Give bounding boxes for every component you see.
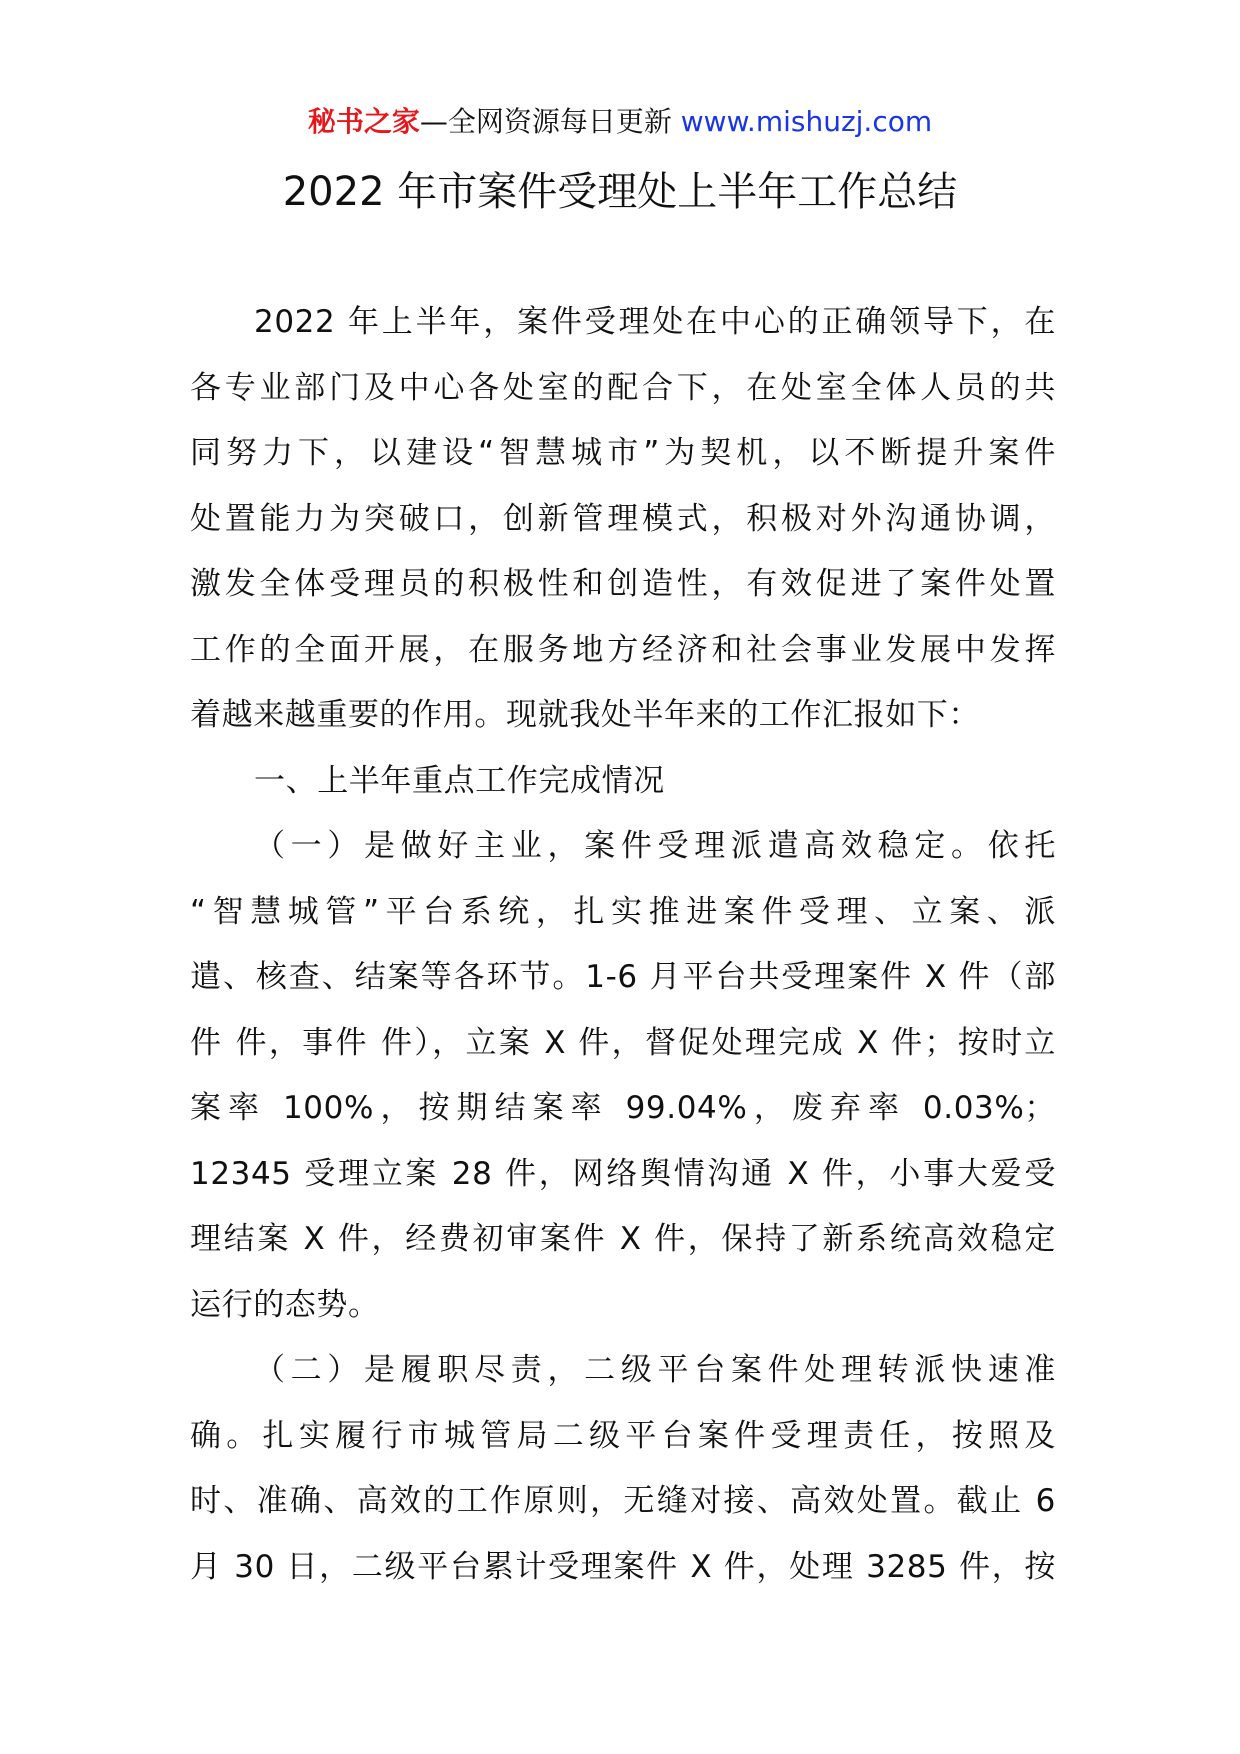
paragraph-intro	[190, 290, 1056, 749]
text-line: 处置能力为突破口，创新管理模式，积极对外沟通协调，	[190, 500, 1056, 537]
text-line: （一）是做好主业，案件受理派遣高效稳定。依托	[254, 828, 1056, 864]
text-line: 件 件，事件 件），立案 X 件，督促处理完成 X 件；按时立	[190, 1024, 1056, 1061]
text-line: 着越来越重要的作用。现就我处半年来的工作汇报如下：	[190, 697, 980, 733]
header-tagline: —全网资源每日更新	[419, 105, 681, 138]
site-header	[0, 102, 1240, 142]
text-line: 各专业部门及中心各处室的配合下，在处室全体人员的共	[190, 369, 1056, 406]
text-line: 12345 受理立案 28 件，网络舆情沟通 X 件，小事大爱受	[190, 1155, 1056, 1192]
text-line: 激发全体受理员的积极性和创造性，有效促进了案件处置	[190, 566, 1056, 602]
text-line: 案率 100%，按期结案率 99.04%，废弃率 0.03%；	[190, 1090, 1056, 1126]
section-heading	[190, 749, 1056, 815]
text-line: 同努力下，以建设“智慧城市”为契机，以不断提升案件	[190, 435, 1056, 471]
text-line: 确。扎实履行市城管局二级平台案件受理责任，按照及	[190, 1417, 1056, 1454]
text-line: “智慧城管”平台系统，扎实推进案件受理、立案、派	[190, 893, 1056, 930]
text-line: 月 30 日，二级平台累计受理案件 X 件，处理 3285 件，按	[190, 1548, 1056, 1585]
text-line: 2022 年上半年，案件受理处在中心的正确领导下，在	[254, 304, 1056, 340]
text-line: 理结案 X 件，经费初审案件 X 件，保持了新系统高效稳定	[190, 1221, 1056, 1257]
text-line: 工作的全面开展，在服务地方经济和社会事业发展中发挥	[190, 631, 1056, 668]
paragraph-item-1	[190, 814, 1056, 1338]
text-line: 时、准确、高效的工作原则，无缝对接、高效处置。截止 6	[190, 1483, 1056, 1519]
document-title: 2022 年市案件受理处上半年工作总结	[282, 169, 958, 215]
paragraph-item-2	[190, 1338, 1056, 1600]
text-line: （二）是履职尽责，二级平台案件处理转派快速准	[254, 1352, 1056, 1388]
site-url-link[interactable]: www.mishuzj.com	[680, 105, 933, 138]
document-body	[190, 290, 1056, 1600]
text-line: 运行的态势。	[190, 1286, 380, 1323]
section-heading-text: 一、上半年重点工作完成情况	[254, 762, 665, 799]
text-line: 遣、核查、结案等各环节。1-6 月平台共受理案件 X 件（部	[190, 959, 1056, 995]
brand-name: 秘书之家	[307, 105, 420, 138]
